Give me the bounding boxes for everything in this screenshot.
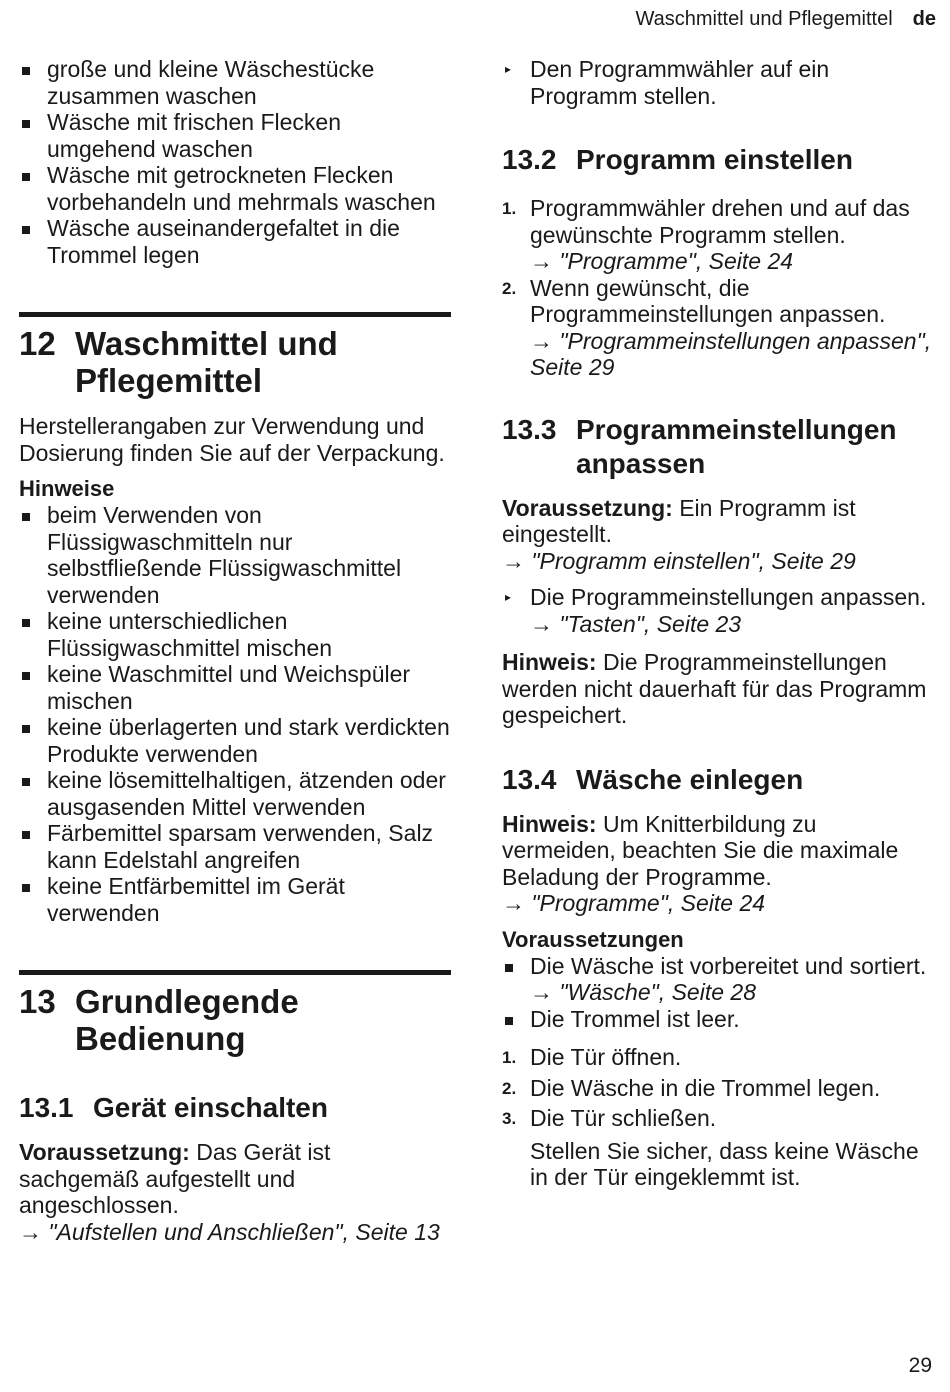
steps-list <box>502 195 936 381</box>
prerequisites-list <box>502 953 936 1033</box>
running-header <box>636 8 936 31</box>
list-item: keine überlagerten und stark verdickten Produkte verwenden <box>19 714 451 767</box>
step-item: 3. Die Tür schließen. Stellen Sie sicher, dass keine Wäsche in der Tür eingeklemmt ist. <box>502 1105 936 1191</box>
cross-reference[interactable]: → "Programmeinstellungen anpassen", Seite 29 <box>530 327 932 380</box>
cross-reference[interactable]: → "Wäsche", Seite 28 <box>530 979 756 1005</box>
cross-reference[interactable]: → "Tasten", Seite 23 <box>530 610 742 637</box>
right-column <box>502 56 936 1191</box>
list-item: keine lösemittelhaltigen, ätzenden oder ausgasenden Mittel verwenden <box>19 767 451 820</box>
section-13-1-heading <box>19 1091 451 1125</box>
list-item: Wäsche mit frischen Flecken umgehend waschen <box>19 109 451 162</box>
list-item: ▸ Die Programmeinstellungen anpassen. → "Tasten", Seite 23 <box>505 584 927 637</box>
section-number: 13.3 <box>502 413 557 445</box>
section-number: 12 <box>19 325 56 362</box>
note-label: Hinweis: <box>502 649 597 675</box>
cross-reference[interactable]: → "Aufstellen und Anschließen", Seite 13 <box>19 1218 440 1245</box>
section-title: Programm einstellen <box>576 144 853 175</box>
arrow-right-icon: → <box>530 327 560 354</box>
list-item: keine unterschiedlichen Flüssigwaschmittel mischen <box>19 608 451 661</box>
bullet-square-icon <box>22 619 30 627</box>
prerequisite-paragraph: Voraussetzung: Ein Programm ist eingestellt. <box>502 494 856 547</box>
step-item: 1. Programmwähler drehen und auf das gewünschte Programm stellen. → "Programme", Seite 24 <box>502 195 910 274</box>
step-number: 1. <box>502 199 517 218</box>
section-number: 13.2 <box>502 144 557 175</box>
section-13-2-heading <box>502 143 936 177</box>
section-title: Grundlegende Bedienung <box>75 983 299 1057</box>
note-paragraph: Hinweis: Um Knitterbildung zu vermeiden, beachten Sie die maximale Beladung der Programme. <box>502 810 899 890</box>
step-number: 2. <box>502 1078 517 1098</box>
detergent-notes-list <box>19 502 451 926</box>
note-paragraph: Hinweis: Die Programmeinstellungen werden nicht dauerhaft für das Programm gespeichert. <box>502 649 927 728</box>
step-number: 1. <box>502 1048 517 1067</box>
step-item: 2. Die Wäsche in die Trommel legen. <box>502 1074 881 1101</box>
prerequisite-label: Voraussetzung: <box>502 494 673 521</box>
section-13-4-heading <box>502 763 936 797</box>
list-item: Die Trommel ist leer. <box>502 1006 936 1033</box>
prerequisite-label: Voraussetzung: <box>19 1139 190 1165</box>
bullet-square-icon <box>505 1017 513 1025</box>
step-item: 2. Wenn gewünscht, die Programmeinstellungen anpassen. → "Programmeinstellungen anpassen", Seite 29 <box>502 274 932 380</box>
bullet-square-icon <box>22 226 30 234</box>
steps-list <box>502 1044 936 1191</box>
section-number: 13.1 <box>19 1092 74 1123</box>
notes-label: Hinweise <box>19 476 115 501</box>
list-item: Färbemittel sparsam verwenden, Salz kann Edelstahl angreifen <box>19 820 451 873</box>
left-column <box>19 56 451 1245</box>
section-12-heading <box>19 312 451 399</box>
section-title: Programmeinstellungen anpassen <box>576 413 897 479</box>
arrow-right-icon: → <box>530 610 560 637</box>
list-item: Wäsche mit getrockneten Flecken vorbehandeln und mehrmals waschen <box>19 162 451 215</box>
list-item: große und kleine Wäschestücke zusammen waschen <box>19 56 451 109</box>
prerequisite-paragraph <box>19 1139 451 1219</box>
section-title: Gerät einschalten <box>93 1092 328 1123</box>
step-result: Stellen Sie sicher, dass keine Wäsche in der Tür eingeklemmt ist. <box>530 1137 919 1190</box>
step-item: 1. Die Tür öffnen. <box>502 1044 682 1070</box>
section-number: 13 <box>19 983 56 1020</box>
arrow-right-icon: → <box>19 1218 49 1245</box>
bullet-square-icon <box>22 831 30 839</box>
step-number: 2. <box>502 278 517 298</box>
list-item: Die Wäsche ist vorbereitet und sortiert. → "Wäsche", Seite 28 <box>502 953 936 1006</box>
prerequisite-text: Das Gerät ist sachgemäß aufgestellt und angeschlossen. <box>19 1139 331 1218</box>
cross-reference[interactable]: → "Programm einstellen", Seite 29 <box>502 547 856 574</box>
list-item: Wäsche auseinandergefaltet in die Trommel legen <box>19 215 451 268</box>
bullet-square-icon <box>22 884 30 892</box>
cross-reference[interactable]: → "Programme", Seite 24 <box>502 890 766 916</box>
list-item: keine Entfärbemittel im Gerät verwenden <box>19 873 451 926</box>
cross-reference[interactable]: → "Programme", Seite 24 <box>530 248 794 274</box>
arrow-right-icon: → <box>530 979 560 1005</box>
language-code: de <box>912 8 936 30</box>
bullet-square-icon <box>22 67 30 75</box>
prerequisites-label: Voraussetzungen <box>502 926 684 952</box>
list-item: keine Waschmittel und Weichspüler mischen <box>19 661 451 714</box>
bullet-square-icon <box>22 778 30 786</box>
detergent-intro-text: Herstellerangaben zur Verwendung und Dosierung finden Sie auf der Verpackung. <box>19 413 445 466</box>
washing-tips-list <box>19 56 451 268</box>
action-list <box>502 56 936 109</box>
triangle-bullet-icon: ▸ <box>505 62 512 76</box>
arrow-right-icon: → <box>530 248 560 274</box>
section-title: Wäsche einlegen <box>576 763 804 795</box>
section-13-3-heading <box>502 413 936 481</box>
bullet-square-icon <box>22 672 30 680</box>
arrow-right-icon: → <box>502 890 532 916</box>
note-label: Hinweis: <box>502 810 597 837</box>
section-title: Waschmittel und Pflegemittel <box>75 325 338 399</box>
bullet-square-icon <box>505 964 513 972</box>
header-title: Waschmittel und Pflegemittel <box>635 8 893 30</box>
step-number: 3. <box>502 1109 517 1128</box>
list-item: beim Verwenden von Flüssigwaschmitteln nur selbstfließende Flüssigwaschmittel verwenden <box>19 502 451 608</box>
bullet-square-icon <box>22 513 30 521</box>
arrow-right-icon: → <box>502 547 532 574</box>
section-number: 13.4 <box>502 763 557 795</box>
bullet-square-icon <box>22 173 30 181</box>
triangle-bullet-icon: ▸ <box>505 590 512 604</box>
section-13-heading <box>19 970 451 1057</box>
bullet-square-icon <box>22 120 30 128</box>
list-item: ▸ Den Programmwähler auf ein Programm stellen. <box>505 56 830 109</box>
bullet-square-icon <box>22 725 30 733</box>
action-list <box>502 584 936 637</box>
page-number: 29 <box>908 1354 932 1377</box>
